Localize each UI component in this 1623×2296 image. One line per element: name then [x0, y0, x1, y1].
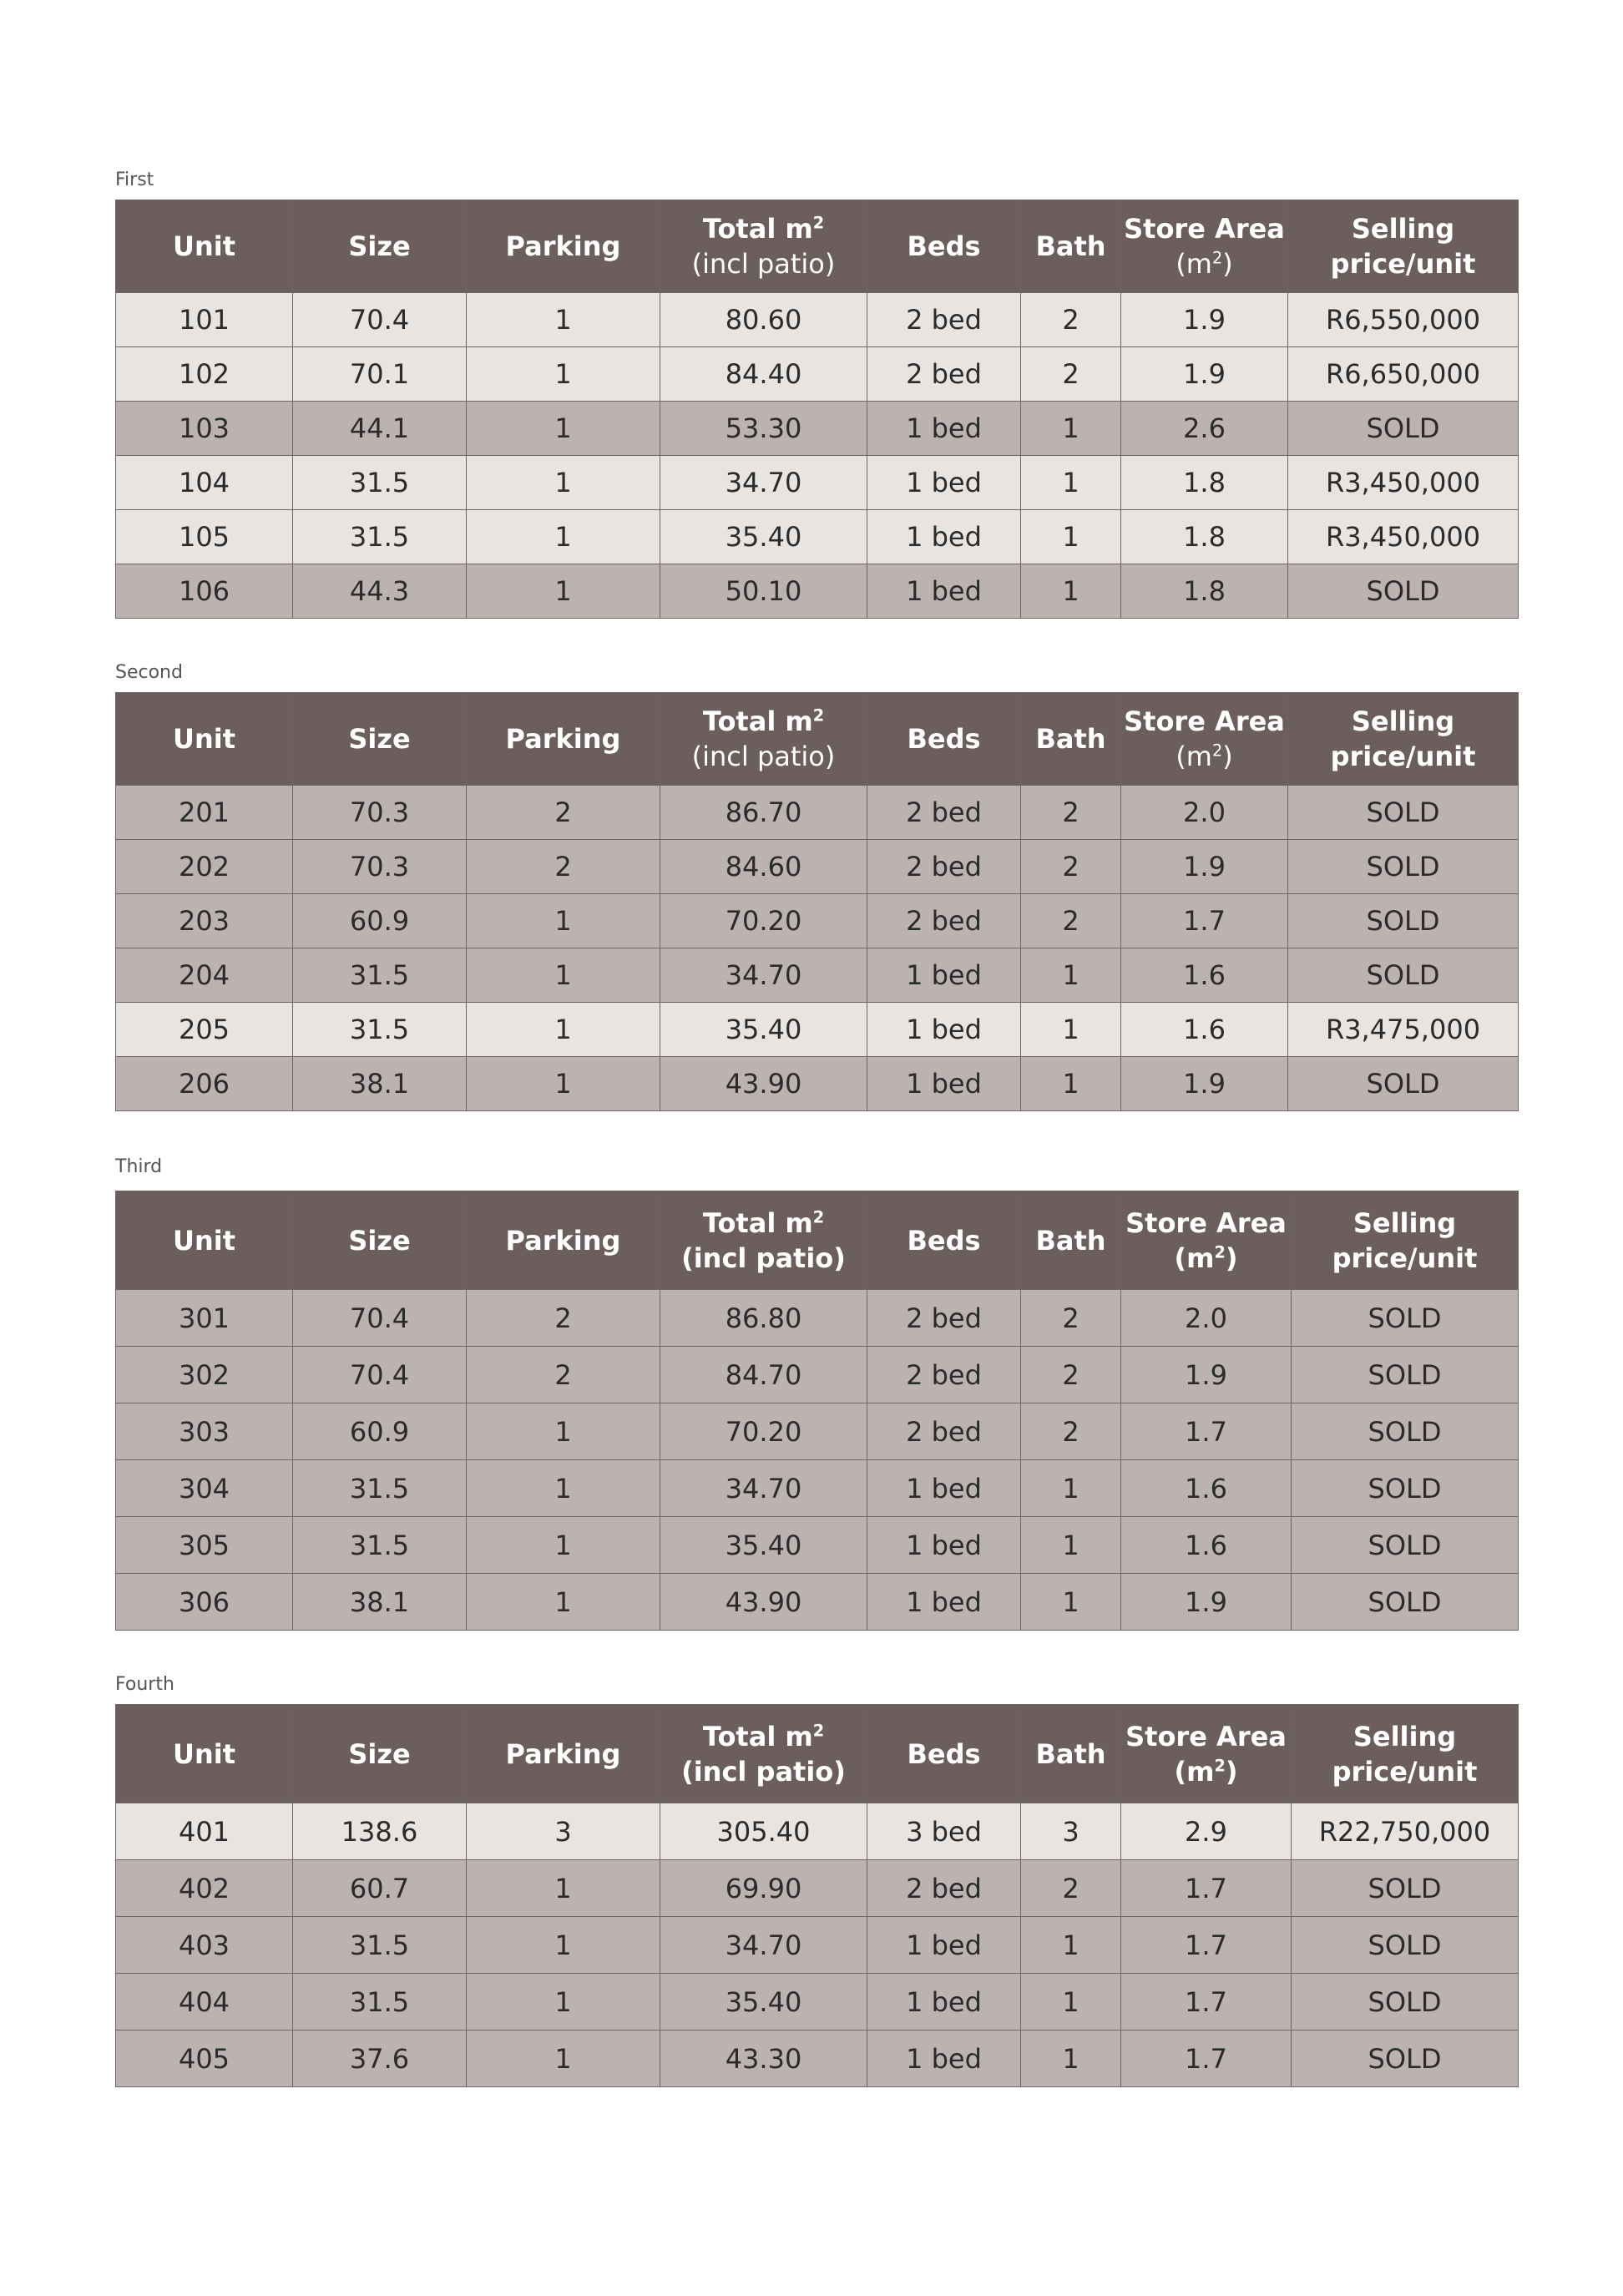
cell-price: SOLD — [1292, 1517, 1519, 1574]
cell-total: 34.70 — [660, 948, 867, 1003]
cell-beds: 1 bed — [867, 510, 1021, 564]
cell-size: 60.7 — [293, 1860, 467, 1917]
cell-unit: 206 — [116, 1057, 293, 1111]
cell-size: 38.1 — [293, 1574, 467, 1631]
cell-size: 31.5 — [293, 1003, 467, 1057]
cell-beds: 1 bed — [867, 1974, 1021, 2030]
header-store-area: Store Area $(m^2)$ — [1121, 1191, 1292, 1290]
cell-store: 1.7 — [1121, 894, 1288, 948]
table-row — [116, 894, 1519, 948]
cell-unit: 106 — [116, 564, 293, 619]
cell-bath: 2 — [1021, 894, 1121, 948]
cell-beds: 1 bed — [867, 1517, 1021, 1574]
cell-bath: 2 — [1021, 293, 1121, 347]
cell-total: 34.70 — [660, 456, 867, 510]
cell-parking: 3 — [467, 1803, 660, 1860]
cell-total: 50.10 — [660, 564, 867, 619]
cell-beds: 2 bed — [867, 1347, 1021, 1403]
header-beds: Beds — [867, 693, 1021, 786]
cell-parking: 1 — [467, 2030, 660, 2087]
table-row — [116, 1347, 1519, 1403]
cell-size: 44.1 — [293, 402, 467, 456]
cell-price: SOLD — [1292, 1917, 1519, 1974]
cell-unit: 303 — [116, 1403, 293, 1460]
cell-price: SOLD — [1288, 786, 1519, 840]
cell-store: 1.8 — [1121, 510, 1288, 564]
cell-parking: 1 — [467, 948, 660, 1003]
cell-size: 70.4 — [293, 1290, 467, 1347]
cell-beds: 1 bed — [867, 402, 1021, 456]
cell-bath: 2 — [1021, 840, 1121, 894]
cell-beds: 2 bed — [867, 347, 1021, 402]
header-parking: Parking — [467, 1191, 660, 1290]
table-row — [116, 347, 1519, 402]
header-bath: Bath — [1021, 1191, 1121, 1290]
header-bath: Bath — [1021, 200, 1121, 293]
header-total-area: Total $m^2$ (incl patio) — [660, 693, 867, 786]
cell-unit: 305 — [116, 1517, 293, 1574]
cell-parking: 1 — [467, 1517, 660, 1574]
cell-store: 2.0 — [1121, 1290, 1292, 1347]
header-parking: Parking — [467, 200, 660, 293]
cell-store: 1.7 — [1121, 1403, 1292, 1460]
cell-store: 1.9 — [1121, 1057, 1288, 1111]
cell-unit: 204 — [116, 948, 293, 1003]
cell-price: SOLD — [1288, 564, 1519, 619]
cell-size: 138.6 — [293, 1803, 467, 1860]
cell-total: 70.20 — [660, 894, 867, 948]
cell-parking: 2 — [467, 786, 660, 840]
cell-store: 1.6 — [1121, 948, 1288, 1003]
header-store-area: Store Area $(m^2)$ — [1121, 200, 1288, 293]
cell-total: 53.30 — [660, 402, 867, 456]
cell-unit: 304 — [116, 1460, 293, 1517]
cell-size: 70.4 — [293, 1347, 467, 1403]
cell-parking: 1 — [467, 456, 660, 510]
cell-unit: 403 — [116, 1917, 293, 1974]
cell-bath: 2 — [1021, 786, 1121, 840]
floor-label-second: Second — [115, 662, 183, 683]
cell-parking: 1 — [467, 1057, 660, 1111]
cell-price: SOLD — [1292, 2030, 1519, 2087]
cell-bath: 1 — [1021, 1574, 1121, 1631]
cell-total: 43.30 — [660, 2030, 867, 2087]
header-selling-price: Selling price/unit — [1288, 200, 1519, 293]
cell-store: 1.7 — [1121, 1860, 1292, 1917]
header-bath: Bath — [1021, 693, 1121, 786]
floor-label-first: First — [115, 169, 154, 190]
table-row — [116, 456, 1519, 510]
cell-unit: 101 — [116, 293, 293, 347]
cell-store: 1.6 — [1121, 1517, 1292, 1574]
cell-bath: 1 — [1021, 402, 1121, 456]
cell-size: 60.9 — [293, 1403, 467, 1460]
cell-bath: 1 — [1021, 1460, 1121, 1517]
table-row — [116, 1460, 1519, 1517]
table-row — [116, 510, 1519, 564]
table-row — [116, 402, 1519, 456]
header-unit: Unit — [116, 1191, 293, 1290]
cell-total: 43.90 — [660, 1574, 867, 1631]
header-size: Size — [293, 1705, 467, 1803]
cell-parking: 1 — [467, 1974, 660, 2030]
cell-store: 1.9 — [1121, 293, 1288, 347]
cell-parking: 1 — [467, 1403, 660, 1460]
header-bath: Bath — [1021, 1705, 1121, 1803]
table-row — [116, 786, 1519, 840]
table-row — [116, 564, 1519, 619]
floor-label-fourth: Fourth — [115, 1674, 174, 1695]
cell-price: SOLD — [1292, 1860, 1519, 1917]
cell-store: 1.7 — [1121, 1917, 1292, 1974]
cell-unit: 202 — [116, 840, 293, 894]
cell-size: 31.5 — [293, 1974, 467, 2030]
cell-parking: 1 — [467, 347, 660, 402]
cell-size: 31.5 — [293, 1517, 467, 1574]
cell-bath: 2 — [1021, 1860, 1121, 1917]
cell-beds: 2 bed — [867, 293, 1021, 347]
cell-unit: 302 — [116, 1347, 293, 1403]
cell-beds: 1 bed — [867, 1003, 1021, 1057]
cell-store: 2.6 — [1121, 402, 1288, 456]
cell-total: 305.40 — [660, 1803, 867, 1860]
cell-total: 35.40 — [660, 1517, 867, 1574]
cell-beds: 2 bed — [867, 840, 1021, 894]
cell-size: 70.3 — [293, 786, 467, 840]
cell-parking: 1 — [467, 564, 660, 619]
cell-price: SOLD — [1292, 1460, 1519, 1517]
header-size: Size — [293, 200, 467, 293]
table-row — [116, 840, 1519, 894]
cell-beds: 2 bed — [867, 1403, 1021, 1460]
cell-bath: 2 — [1021, 1290, 1121, 1347]
header-selling-price: Selling price/unit — [1292, 1705, 1519, 1803]
header-store-area: Store Area $(m^2)$ — [1121, 693, 1288, 786]
cell-bath: 2 — [1021, 347, 1121, 402]
cell-total: 35.40 — [660, 510, 867, 564]
cell-total: 43.90 — [660, 1057, 867, 1111]
cell-store: 2.9 — [1121, 1803, 1292, 1860]
cell-store: 1.8 — [1121, 564, 1288, 619]
cell-total: 34.70 — [660, 1917, 867, 1974]
header-selling-price: Selling price/unit — [1292, 1191, 1519, 1290]
cell-size: 31.5 — [293, 456, 467, 510]
header-store-area: Store Area $(m^2)$ — [1121, 1705, 1292, 1803]
cell-parking: 1 — [467, 1574, 660, 1631]
cell-size: 60.9 — [293, 894, 467, 948]
cell-unit: 102 — [116, 347, 293, 402]
header-unit: Unit — [116, 1705, 293, 1803]
units-table-third — [115, 1191, 1519, 1631]
cell-price: R6,550,000 — [1288, 293, 1519, 347]
cell-unit: 103 — [116, 402, 293, 456]
cell-store: 1.6 — [1121, 1003, 1288, 1057]
cell-total: 69.90 — [660, 1860, 867, 1917]
cell-unit: 402 — [116, 1860, 293, 1917]
cell-unit: 205 — [116, 1003, 293, 1057]
cell-price: SOLD — [1292, 1403, 1519, 1460]
cell-unit: 104 — [116, 456, 293, 510]
cell-bath: 1 — [1021, 1517, 1121, 1574]
cell-size: 31.5 — [293, 948, 467, 1003]
cell-price: R22,750,000 — [1292, 1803, 1519, 1860]
cell-total: 70.20 — [660, 1403, 867, 1460]
floor-label-third: Third — [115, 1156, 163, 1177]
cell-price: SOLD — [1288, 840, 1519, 894]
header-size: Size — [293, 693, 467, 786]
table-row — [116, 1574, 1519, 1631]
cell-store: 1.6 — [1121, 1460, 1292, 1517]
cell-bath: 1 — [1021, 1917, 1121, 1974]
cell-size: 70.3 — [293, 840, 467, 894]
cell-beds: 2 bed — [867, 1860, 1021, 1917]
table-row — [116, 1803, 1519, 1860]
cell-parking: 1 — [467, 1860, 660, 1917]
cell-bath: 1 — [1021, 1974, 1121, 2030]
header-selling-price: Selling price/unit — [1288, 693, 1519, 786]
cell-price: SOLD — [1288, 402, 1519, 456]
cell-beds: 3 bed — [867, 1803, 1021, 1860]
cell-total: 86.70 — [660, 786, 867, 840]
cell-unit: 401 — [116, 1803, 293, 1860]
cell-beds: 1 bed — [867, 1460, 1021, 1517]
cell-price: R6,650,000 — [1288, 347, 1519, 402]
header-parking: Parking — [467, 1705, 660, 1803]
cell-bath: 1 — [1021, 564, 1121, 619]
cell-total: 35.40 — [660, 1974, 867, 2030]
cell-unit: 306 — [116, 1574, 293, 1631]
cell-unit: 105 — [116, 510, 293, 564]
cell-parking: 1 — [467, 510, 660, 564]
table-row — [116, 293, 1519, 347]
cell-size: 70.4 — [293, 293, 467, 347]
cell-bath: 2 — [1021, 1403, 1121, 1460]
header-parking: Parking — [467, 693, 660, 786]
table-row — [116, 1517, 1519, 1574]
table-row — [116, 1917, 1519, 1974]
cell-total: 84.60 — [660, 840, 867, 894]
units-table-fourth — [115, 1704, 1519, 2087]
cell-price: SOLD — [1292, 1347, 1519, 1403]
cell-total: 35.40 — [660, 1003, 867, 1057]
cell-beds: 1 bed — [867, 456, 1021, 510]
cell-beds: 1 bed — [867, 2030, 1021, 2087]
cell-parking: 1 — [467, 1917, 660, 1974]
cell-size: 31.5 — [293, 510, 467, 564]
cell-total: 84.40 — [660, 347, 867, 402]
cell-total: 80.60 — [660, 293, 867, 347]
cell-bath: 1 — [1021, 456, 1121, 510]
cell-beds: 1 bed — [867, 1574, 1021, 1631]
cell-beds: 2 bed — [867, 894, 1021, 948]
cell-price: R3,475,000 — [1288, 1003, 1519, 1057]
cell-price: SOLD — [1288, 1057, 1519, 1111]
cell-unit: 405 — [116, 2030, 293, 2087]
cell-size: 31.5 — [293, 1460, 467, 1517]
cell-store: 1.9 — [1121, 347, 1288, 402]
cell-price: SOLD — [1292, 1574, 1519, 1631]
table-row — [116, 2030, 1519, 2087]
cell-parking: 2 — [467, 1290, 660, 1347]
cell-size: 31.5 — [293, 1917, 467, 1974]
units-table-first — [115, 200, 1519, 619]
cell-bath: 1 — [1021, 1003, 1121, 1057]
cell-beds: 1 bed — [867, 1917, 1021, 1974]
cell-parking: 1 — [467, 293, 660, 347]
cell-unit: 404 — [116, 1974, 293, 2030]
cell-parking: 2 — [467, 840, 660, 894]
cell-store: 1.7 — [1121, 2030, 1292, 2087]
header-total-area: Total $m^2$ (incl patio) — [660, 1191, 867, 1290]
cell-price: SOLD — [1288, 894, 1519, 948]
header-beds: Beds — [867, 1191, 1021, 1290]
cell-store: 1.9 — [1121, 1347, 1292, 1403]
cell-parking: 1 — [467, 402, 660, 456]
cell-price: SOLD — [1292, 1974, 1519, 2030]
cell-price: SOLD — [1288, 948, 1519, 1003]
cell-price: R3,450,000 — [1288, 456, 1519, 510]
cell-unit: 203 — [116, 894, 293, 948]
table-row — [116, 1290, 1519, 1347]
table-row — [116, 948, 1519, 1003]
cell-unit: 201 — [116, 786, 293, 840]
cell-unit: 301 — [116, 1290, 293, 1347]
cell-bath: 2 — [1021, 1347, 1121, 1403]
cell-beds: 1 bed — [867, 564, 1021, 619]
cell-size: 70.1 — [293, 347, 467, 402]
header-beds: Beds — [867, 1705, 1021, 1803]
header-unit: Unit — [116, 693, 293, 786]
table-row — [116, 1403, 1519, 1460]
header-total-area: Total $m^2$ (incl patio) — [660, 200, 867, 293]
cell-parking: 1 — [467, 1460, 660, 1517]
cell-parking: 1 — [467, 1003, 660, 1057]
header-unit: Unit — [116, 200, 293, 293]
cell-total: 84.70 — [660, 1347, 867, 1403]
cell-price: SOLD — [1292, 1290, 1519, 1347]
cell-store: 1.9 — [1121, 1574, 1292, 1631]
cell-bath: 3 — [1021, 1803, 1121, 1860]
cell-beds: 2 bed — [867, 786, 1021, 840]
cell-total: 34.70 — [660, 1460, 867, 1517]
table-row — [116, 1057, 1519, 1111]
cell-beds: 1 bed — [867, 1057, 1021, 1111]
header-total-area: Total $m^2$ (incl patio) — [660, 1705, 867, 1803]
cell-store: 1.8 — [1121, 456, 1288, 510]
cell-size: 44.3 — [293, 564, 467, 619]
cell-size: 38.1 — [293, 1057, 467, 1111]
cell-beds: 2 bed — [867, 1290, 1021, 1347]
table-row — [116, 1860, 1519, 1917]
units-table-second — [115, 692, 1519, 1111]
cell-size: 37.6 — [293, 2030, 467, 2087]
cell-beds: 1 bed — [867, 948, 1021, 1003]
cell-store: 2.0 — [1121, 786, 1288, 840]
cell-bath: 1 — [1021, 948, 1121, 1003]
cell-bath: 1 — [1021, 1057, 1121, 1111]
cell-price: R3,450,000 — [1288, 510, 1519, 564]
table-row — [116, 1003, 1519, 1057]
table-row — [116, 1974, 1519, 2030]
cell-store: 1.7 — [1121, 1974, 1292, 2030]
cell-parking: 1 — [467, 894, 660, 948]
cell-total: 86.80 — [660, 1290, 867, 1347]
cell-store: 1.9 — [1121, 840, 1288, 894]
header-beds: Beds — [867, 200, 1021, 293]
cell-bath: 1 — [1021, 2030, 1121, 2087]
cell-bath: 1 — [1021, 510, 1121, 564]
header-size: Size — [293, 1191, 467, 1290]
cell-parking: 2 — [467, 1347, 660, 1403]
